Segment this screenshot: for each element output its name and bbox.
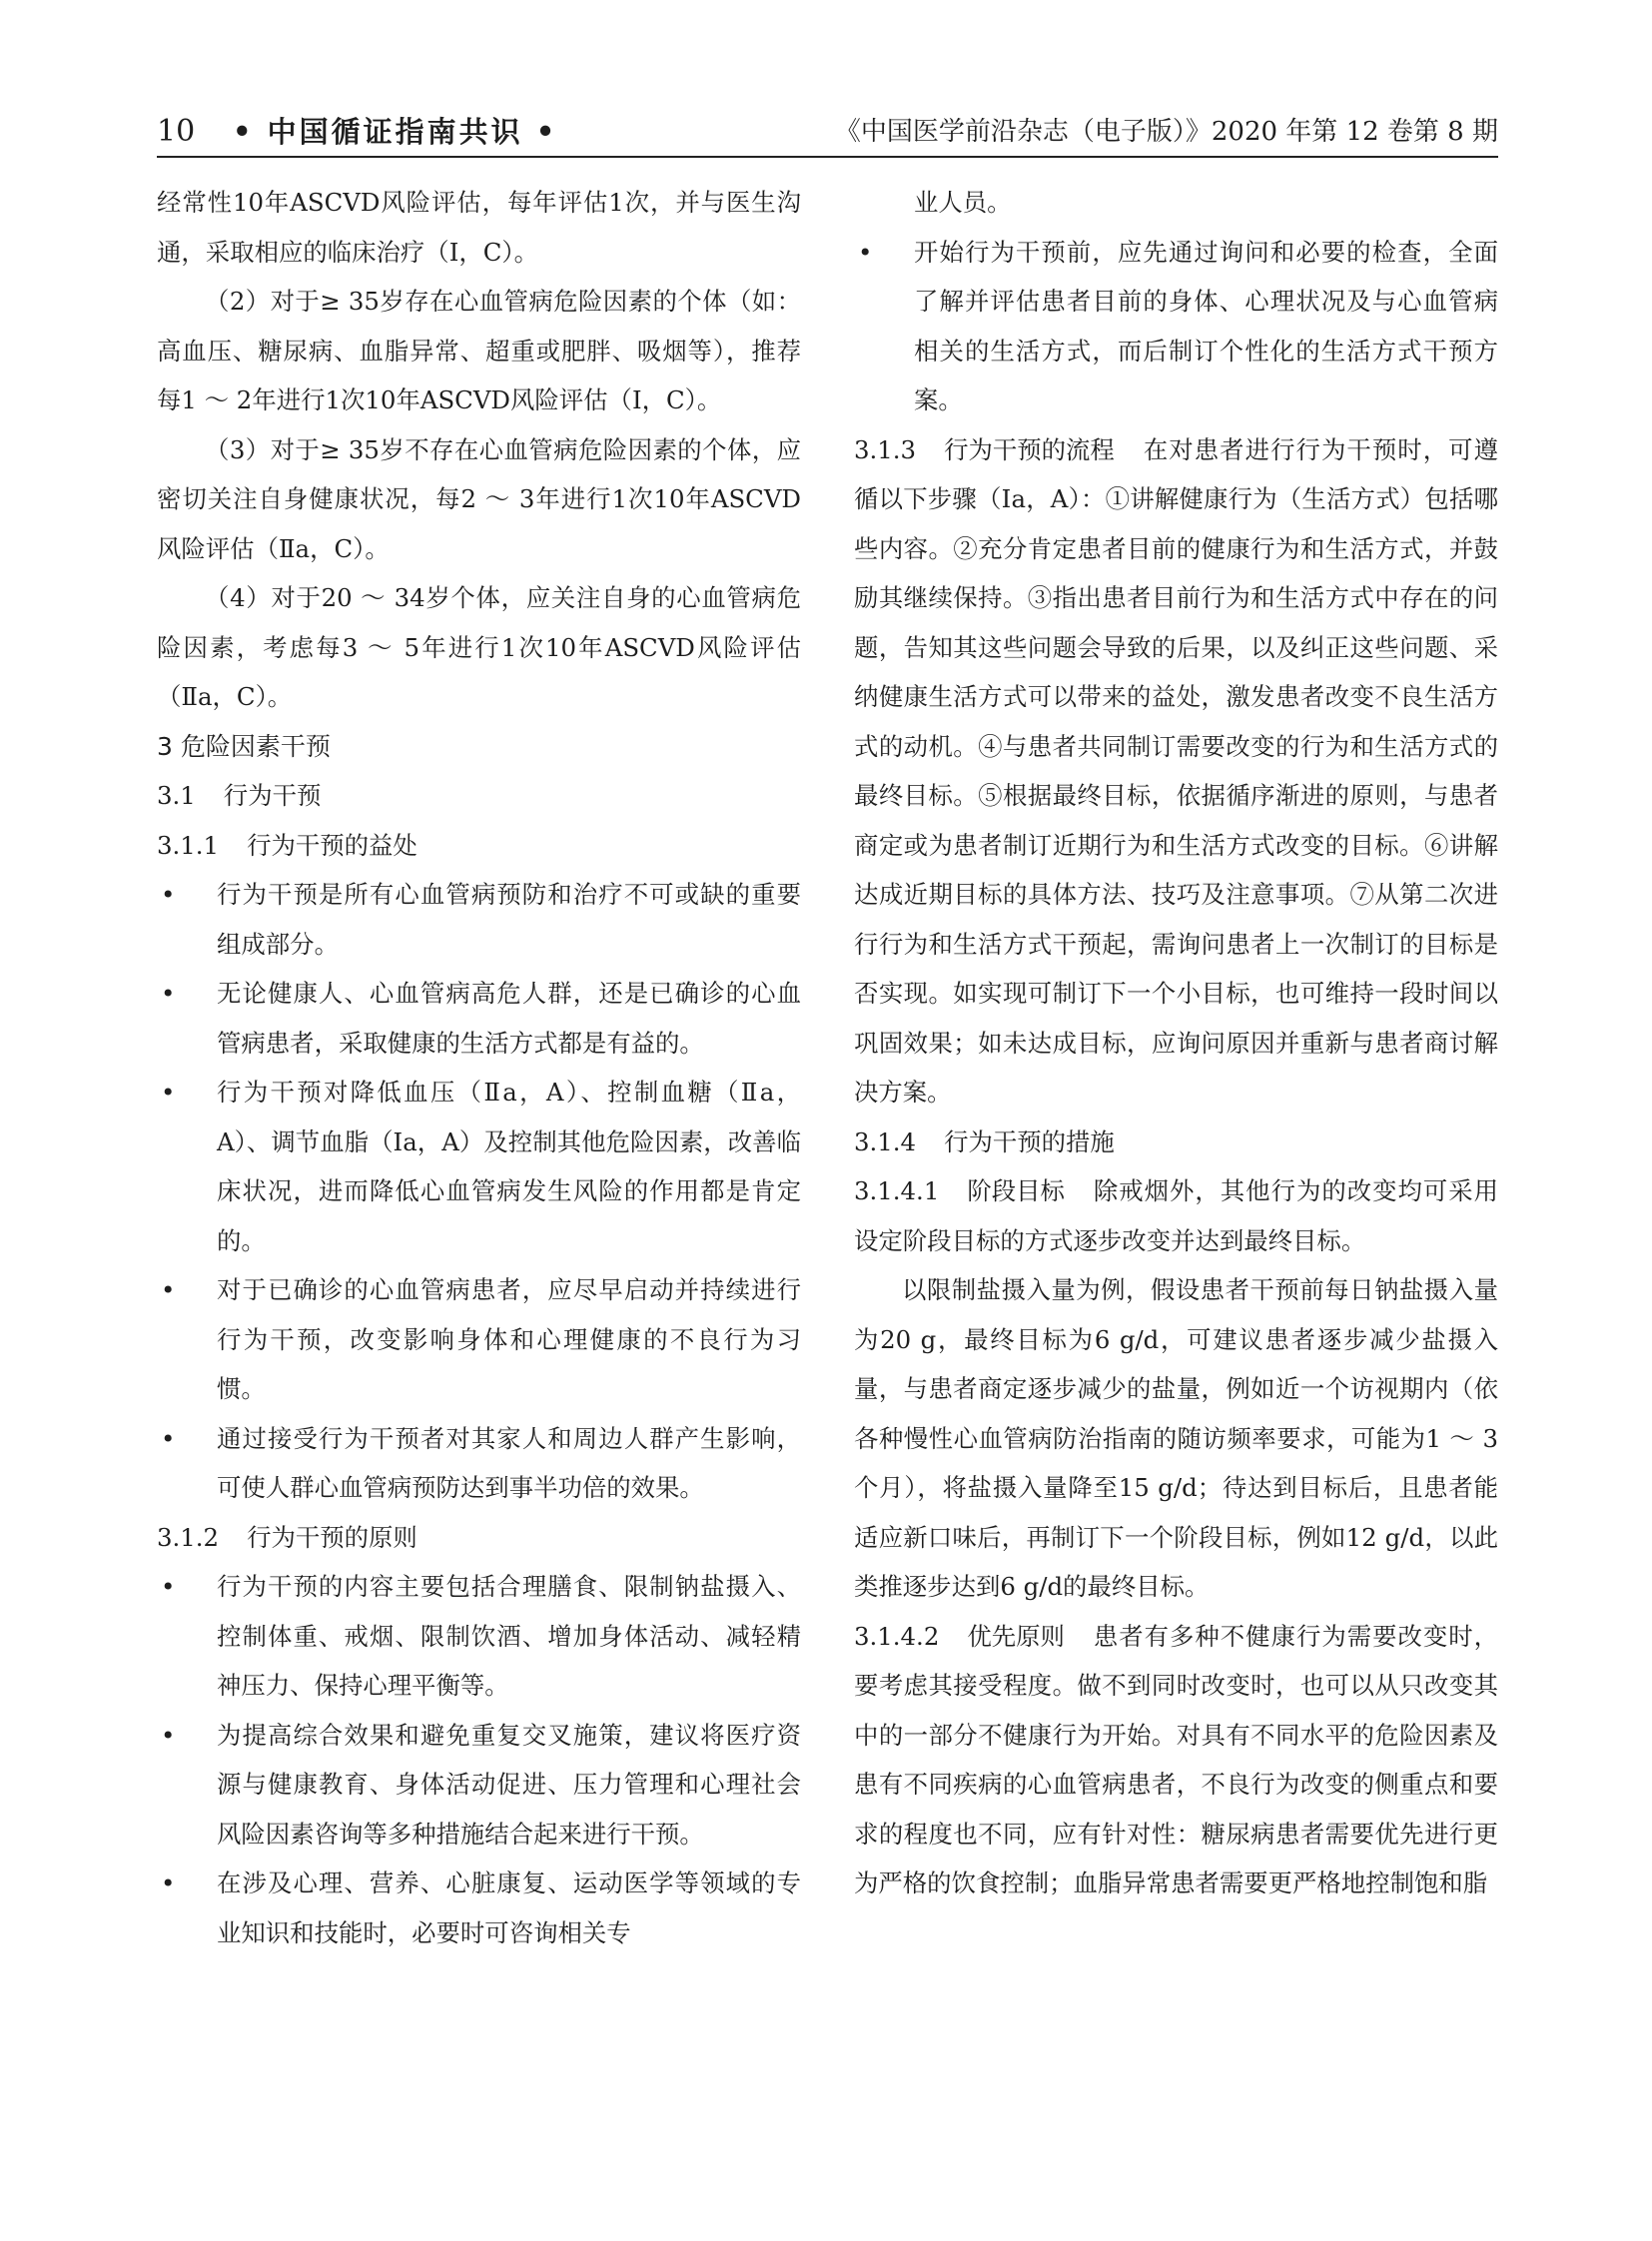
subsection-heading xyxy=(157,1513,801,1563)
heading-title: 行为干预的原则 xyxy=(247,1522,417,1552)
paragraph-text: 除戒烟外，其他行为的改变均可采用设定阶段目标的方式逐步改变并达到最终目标。 xyxy=(854,1176,1498,1255)
heading-number: 3.1.4.2 xyxy=(854,1621,940,1651)
heading-number: 3.1.2 xyxy=(157,1522,220,1552)
list-item: • 通过接受行为干预者对其家人和周边人群产生影响，可使人群心血管病预防达到事半功倍的效果。 xyxy=(157,1414,801,1513)
paragraph: 经常性10年ASCVD风险评估，每年评估1次，并与医生沟通，采取相应的临床治疗（Ⅰ，C）。 xyxy=(157,188,801,267)
heading-title: 阶段目标 xyxy=(967,1176,1065,1205)
header-divider xyxy=(157,156,1498,158)
paragraph-text: 患者有多种不健康行为需要改变时，要考虑其接受程度。做不到同时改变时，也可以从只改变其中的一部分不健康行为开始。对具有不同水平的危险因素及患有不同疾病的心血管病患者，不良行为改变的侧重点和要求的程度也不同，应有针对性：糖尿病患者需要优先进行更为严格的饮食控制；血脂异常患者需要更严格地控制饱和脂 xyxy=(854,1621,1498,1897)
subsection-heading xyxy=(157,771,801,821)
heading-number: 3.1.4 xyxy=(854,1126,917,1156)
list-item: • 在涉及心理、营养、心脏康复、运动医学等领域的专业知识和技能时，必要时可咨询相关专 xyxy=(157,1859,801,1957)
list-item-continuation: 业人员。 xyxy=(914,188,1012,217)
paragraph-text: 在对患者进行行为干预时，可遵循以下步骤（Ⅰa，A）：①讲解健康行为（生活方式）包括哪些内容。②充分肯定患者目前的健康行为和生活方式，并鼓励其继续保持。③指出患者目前行为和生活方式中存在的问题，告知其这些问题会导致的后果，以及纠正这些问题、采纳健康生活方式可以带来的益处，激发患者改变不良生活方式的动机。④与患者共同制订需要改变的行为和生活方式的最终目标。⑤根据最终目标，依据循序渐进的原则，与患者商定或为患者制订近期行为和生活方式改变的目标。⑥讲解达成近期目标的具体方法、技巧及注意事项。⑦从第二次进行行为和生活方式干预起，需询问患者上一次制订的目标是否实现。如实现可制订下一个小目标，也可维持一段时间以巩固效果；如未达成目标，应询问原因并重新与患者商讨解决方案。 xyxy=(854,434,1498,1107)
heading-title: 行为干预的措施 xyxy=(944,1126,1115,1156)
heading-number: 3.1.4.1 xyxy=(854,1176,940,1205)
page-number: 10 xyxy=(157,114,196,149)
paragraph: （3）对于≥ 35岁不存在心血管病危险因素的个体，应密切关注自身健康状况，每2 ～ 3年进行1次10年ASCVD风险评估（Ⅱa，C）。 xyxy=(157,434,801,563)
heading-title: 行为干预的流程 xyxy=(944,434,1115,464)
heading-number: 3.1.3 xyxy=(854,434,917,464)
heading-title: 行为干预 xyxy=(223,781,322,810)
paragraph xyxy=(854,1612,1498,1908)
paragraph: （2）对于≥ 35岁存在心血管病危险因素的个体（如：高血压、糖尿病、血脂异常、超重或肥胖、吸烟等），推荐每1 ～ 2年进行1次10年ASCVD风险评估（Ⅰ，C）。 xyxy=(157,287,801,414)
bullet-list xyxy=(157,870,801,1513)
section-heading: 3 危险因素干预 xyxy=(157,731,331,761)
paragraph xyxy=(854,425,1498,1118)
heading-title: 行为干预的益处 xyxy=(247,830,417,860)
right-column xyxy=(854,178,1498,1908)
heading-number: 3.1.1 xyxy=(157,830,220,860)
list-item: • 为提高综合效果和避免重复交叉施策，建议将医疗资源与健康教育、身体活动促进、压力管理和心理社会风险因素咨询等多种措施结合起来进行干预。 xyxy=(157,1711,801,1860)
left-column xyxy=(157,178,801,1957)
heading-title: 优先原则 xyxy=(967,1621,1065,1651)
subsection-heading xyxy=(854,1118,1498,1167)
list-item: • 行为干预是所有心血管病预防和治疗不可或缺的重要组成部分。 xyxy=(157,870,801,969)
bullet-list xyxy=(157,1562,801,1957)
list-item: • 开始行为干预前，应先通过询问和必要的检查，全面了解并评估患者目前的身体、心理状况及与心血管病相关的生活方式，而后制订个性化的生活方式干预方案。 xyxy=(854,228,1498,425)
bullet-list xyxy=(854,228,1498,425)
paragraph: （4）对于20 ～ 34岁个体，应关注自身的心血管病危险因素，考虑每3 ～ 5年进行1次10年ASCVD风险评估（Ⅱa，C）。 xyxy=(157,583,801,711)
subsection-heading xyxy=(157,821,801,871)
list-item: • 行为干预对降低血压（Ⅱa，A）、控制血糖（Ⅱa，A）、调节血脂（Ⅰa，A）及控制其他危险因素，改善临床状况，进而降低心血管病发生风险的作用都是肯定的。 xyxy=(157,1068,801,1265)
list-item: • 无论健康人、心血管病高危人群，还是已确诊的心血管病患者，采取健康的生活方式都是有益的。 xyxy=(157,969,801,1068)
journal-citation: 《中国医学前沿杂志（电子版）》2020 年第 12 卷第 8 期 xyxy=(834,117,1498,147)
paragraph xyxy=(854,1166,1498,1265)
heading-number: 3.1 xyxy=(157,781,196,810)
section-tag: • 中国循证指南共识 • xyxy=(233,115,558,149)
paragraph: 以限制盐摄入量为例，假设患者干预前每日钠盐摄入量为20 g，最终目标为6 g/d，可建议患者逐步减少盐摄入量，与患者商定逐步减少的盐量，例如近一个访视期内（依各种慢性心血管病防治指南的随访频率要求，可能为1 ～ 3个月），将盐摄入量降至15 g/d；待达到目标后，且患者能适应新口味后，再制订下一个阶段目标，例如12 g/d，以此类推逐步达到6 g/d的最终目标。 xyxy=(854,1275,1498,1601)
list-item: • 行为干预的内容主要包括合理膳食、限制钠盐摄入、控制体重、戒烟、限制饮酒、增加身体活动、减轻精神压力、保持心理平衡等。 xyxy=(157,1562,801,1711)
page-header xyxy=(157,112,1498,156)
list-item: • 对于已确诊的心血管病患者，应尽早启动并持续进行行为干预，改变影响身体和心理健康的不良行为习惯。 xyxy=(157,1265,801,1414)
